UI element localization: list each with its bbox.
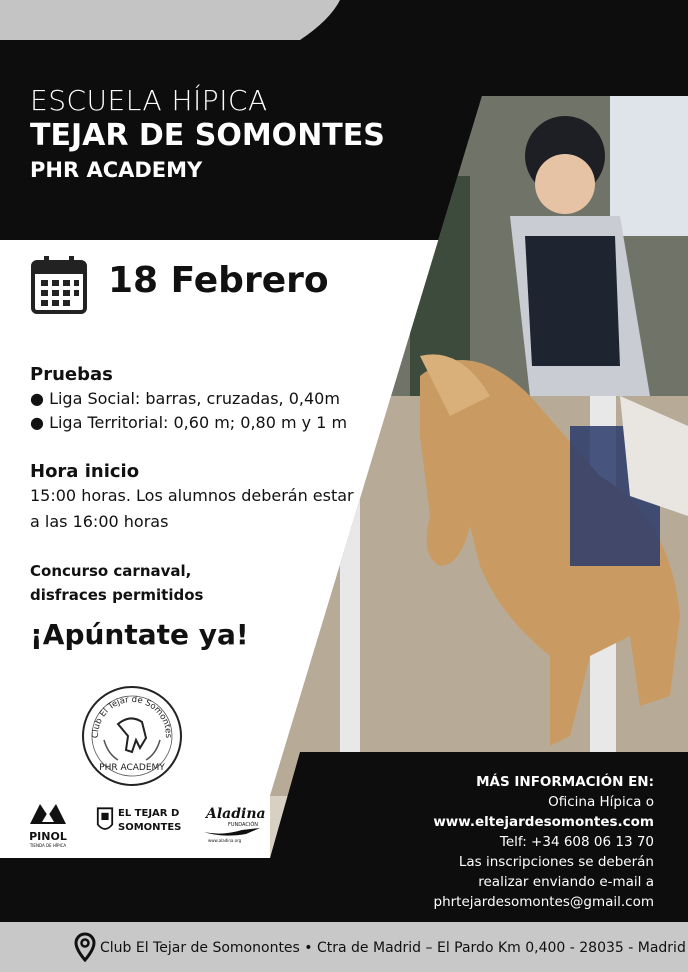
pinol-subtext: TIENDA DE HÍPICA: [29, 843, 67, 848]
header-line-3: PHR ACADEMY: [30, 158, 203, 182]
bullet-icon: ●: [30, 413, 44, 432]
concurso-line-2: disfraces permitidos: [30, 586, 204, 604]
academy-name: PHR ACADEMY: [99, 763, 165, 773]
event-date: 18 Febrero: [108, 260, 329, 301]
info-web-link[interactable]: www.eltejardesomontes.com: [433, 814, 654, 830]
info-title: MÁS INFORMACIÓN EN:: [476, 774, 654, 790]
cta-apuntate: ¡Apúntate ya!: [30, 618, 249, 651]
address-text: Club El Tejar de Somonontes • Ctra de Madrid – El Pardo Km 0,400 - 28035 - Madrid: [100, 940, 686, 956]
aladina-text: Aladina: [206, 806, 266, 822]
calendar-icon: [30, 254, 88, 316]
info-email-link[interactable]: phrtejardesomontes@gmail.com: [433, 894, 654, 910]
aladina-url: www.aladina.org: [208, 838, 242, 843]
pruebas-item-text: Liga Territorial: 0,60 m; 0,80 m y 1 m: [49, 413, 348, 432]
info-block: [433, 772, 654, 912]
map-pin-icon: [74, 932, 96, 962]
concurso-line-1: Concurso carnaval,: [30, 562, 192, 580]
hora-line-2: a las 16:00 horas: [30, 512, 169, 531]
bullet-icon: ●: [30, 389, 44, 408]
header-line-1: ESCUELA HÍPICA: [30, 84, 268, 117]
hora-title: Hora inicio: [30, 461, 140, 482]
info-phone: Telf: +34 608 06 13 70: [499, 834, 654, 850]
rider-horse-photo: [270, 96, 688, 856]
pruebas-item-text: Liga Social: barras, cruzadas, 0,40m: [49, 389, 340, 408]
header-line-2: TEJAR DE SOMONTES: [30, 118, 385, 153]
academy-ring-text: Club El Tejar de Somontes: [90, 694, 174, 739]
info-note-1: Las inscripciones se deberán: [458, 854, 654, 870]
pruebas-item: [30, 386, 340, 412]
pinol-text: PINOL: [29, 830, 67, 843]
aladina-subtext: FUNDACIÓN: [228, 822, 259, 828]
info-office: Oficina Hípica o: [548, 794, 654, 810]
hora-line-1: 15:00 horas. Los alumnos deberán estar: [30, 486, 354, 505]
pruebas-item: [30, 410, 347, 436]
info-note-2: realizar enviando e-mail a: [478, 874, 654, 890]
tejar-text-2: SOMONTES: [118, 822, 182, 833]
tejar-text-1: EL TEJAR D: [118, 808, 180, 819]
pruebas-title: Pruebas: [30, 364, 113, 385]
